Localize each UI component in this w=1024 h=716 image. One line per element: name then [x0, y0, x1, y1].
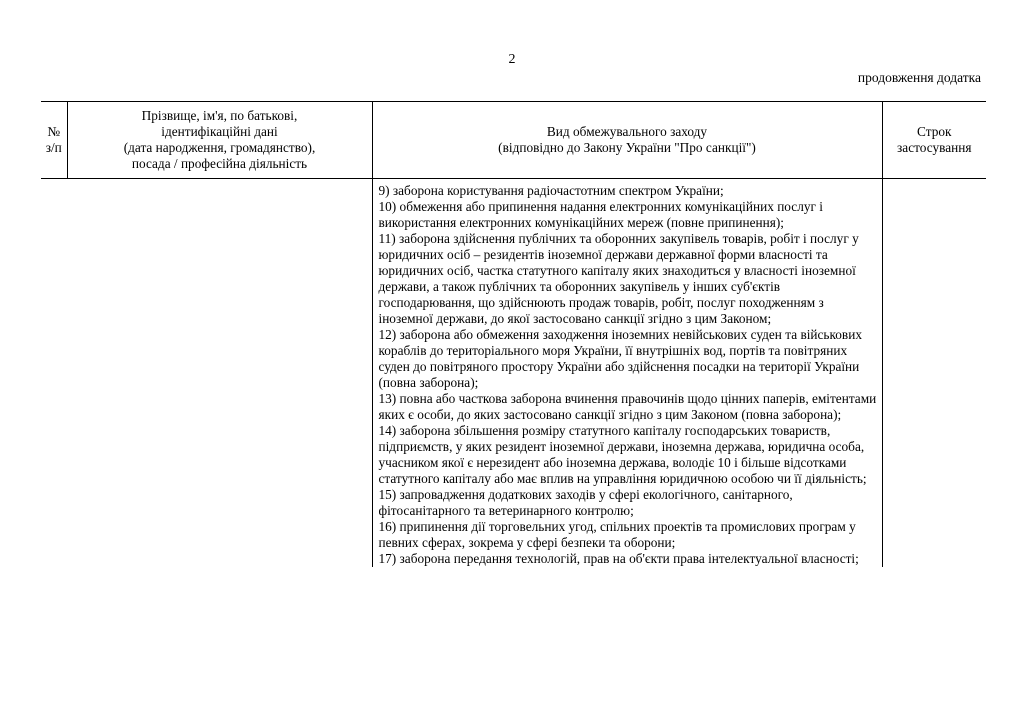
measure-item-11: 11) заборона здійснення публічних та оборонних закупівель товарів, робіт і послуг у юридичних осіб – резидентів іноземної держави державної форми власності та юридичних осіб, частка статутного капіталу яких знаходиться у власності іноземної держави, а також публічних та оборонних закупівель у інших суб'єктів господарювання, що здійснюють продаж товарів, робіт, послуг походженням з іноземної держави, до якої застосовано санкції згідно з цим Законом;: [378, 231, 859, 326]
page-number: 2: [508, 52, 516, 67]
measure-item-16: 16) припинення дії торговельних угод, спільних проектів та промислових програм у певних сферах, зокрема у сфері безпеки та оборони;: [378, 519, 856, 550]
cell-person: [67, 179, 372, 568]
cell-term: [882, 179, 986, 568]
measure-item-9: 9) заборона користування радіочастотним спектром України;: [378, 183, 724, 198]
header-measure: Вид обмежувального заходу (відповідно до Закону України "Про санкції"): [372, 102, 882, 179]
measure-item-13: 13) повна або часткова заборона вчинення правочинів щодо цінних паперів, емітентами яких є особи, до яких застосовано санкції згідно з цим Законом (повна заборона);: [378, 391, 877, 422]
measure-item-12: 12) заборона або обмеження заходження іноземних невійськових суден та військових кораблів до територіального моря України, її внутрішніх вод, портів та повітряних суден до повітряного простору України або здійснення посадки на території України (повна заборона);: [378, 327, 862, 390]
measure-item-14: 14) заборона збільшення розміру статутного капіталу господарських товариств, підприємств, у яких резидент іноземної держави, іноземна держава, юридична особа, учасником якої є нерезидент або іноземна держава, володіє 10 і більше відсотками статутного капіталу або має вплив на управління юридичною особою чи її діяльність;: [378, 423, 867, 486]
continuation-label: продовження додатка: [857, 70, 981, 85]
header-number: № з/п: [41, 102, 67, 179]
sanctions-table: [41, 101, 986, 567]
table-row: [41, 179, 986, 568]
cell-measures: [372, 179, 882, 568]
header-term: Строк застосування: [882, 102, 986, 179]
table-header-row: [41, 102, 986, 179]
header-person: Прізвище, ім'я, по батькові, ідентифікаційні дані (дата народження, громадянство), посада / професійна діяльність: [67, 102, 372, 179]
cell-number: [41, 179, 67, 568]
measure-item-17: 17) заборона передання технологій, прав на об'єкти права інтелектуальної власності;: [378, 551, 859, 566]
measure-item-10: 10) обмеження або припинення надання електронних комунікаційних послуг і використання електронних комунікаційних мереж (повне припинення);: [378, 199, 823, 230]
measure-item-15: 15) запровадження додаткових заходів у сфері екологічного, санітарного, фітосанітарного та ветеринарного контролю;: [378, 487, 793, 518]
